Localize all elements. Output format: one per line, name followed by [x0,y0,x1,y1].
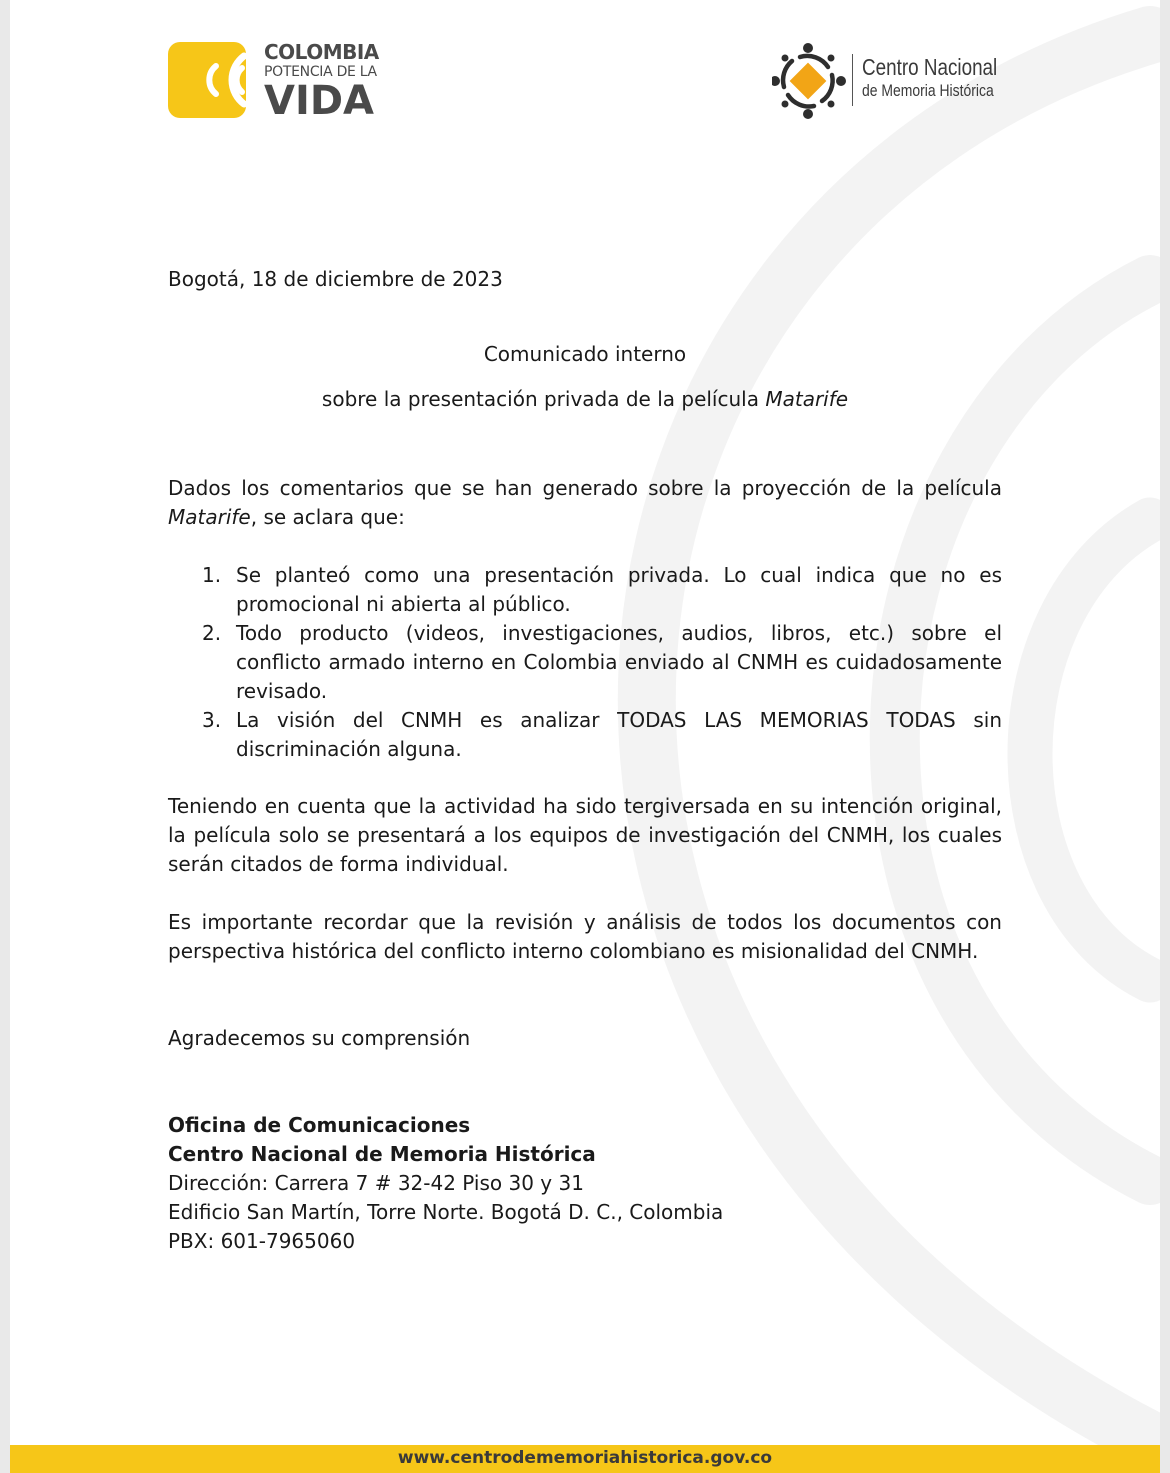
signature-address: Dirección: Carrera 7 # 32-42 Piso 30 y 31 [168,1171,584,1195]
signature-phone: PBX: 601-7965060 [168,1229,356,1253]
letter-subtitle [10,385,1160,414]
list-item-text: La visión del CNMH es analizar TODAS LAS MEMORIAS TODAS sin discriminación alguna. [236,708,1002,761]
list-item-text: Se planteó como una presentación privada. Lo cual indica que no es promocional ni abierta al público. [236,563,1002,616]
signature-org: Centro Nacional de Memoria Histórica [168,1142,596,1166]
gov-logo-line1: COLOMBIA [264,40,379,64]
intro-film: Matarife [168,505,251,529]
signature-building: Edificio San Martín, Torre Norte. Bogotá D. C., Colombia [168,1200,724,1224]
colombia-potencia-logo [168,40,398,122]
signature-office: Oficina de Comunicaciones [168,1113,471,1137]
letter-page [10,0,1160,1473]
gov-logo-line2: POTENCIA DE LA [264,64,377,80]
paragraph-mission: Es importante recordar que la revisión y análisis de todos los documentos con perspectiva histórica del conflicto interno colombiano es misionalidad del CNMH. [168,910,1002,963]
list-item [202,619,1002,706]
paragraph-activity: Teniendo en cuenta que la actividad ha sido tergiversada en su intención original, la película solo se presentará a los equipos de investigación del CNMH, los cuales serán citados de forma individual. [168,794,1002,876]
list-item-number: 2. [202,621,222,645]
intro-text: Dados los comentarios que se han generado sobre la proyección de la película [168,476,1002,500]
list-item-number: 3. [202,708,222,732]
intro-suffix: , se aclara que: [250,505,405,529]
letter-date: Bogotá, 18 de diciembre de 2023 [168,267,503,291]
closing-line: Agradecemos su comprensión [168,1026,471,1050]
gov-logo-line3: VIDA [264,78,374,124]
cnmh-logo-text [862,54,1027,101]
letter-title: Comunicado interno [483,342,687,366]
signature-block [168,1111,723,1256]
list-item [202,561,1002,619]
cnmh-logo-divider [852,54,853,106]
cnmh-logo [772,40,1012,122]
cnmh-logo-line1: Centro Nacional [862,54,998,80]
subtitle-film: Matarife [765,387,849,411]
footer-url-link[interactable]: www.centrodememoriahistorica.gov.co [397,1448,773,1468]
cnmh-logo-line2: de Memoria Histórica [862,81,994,100]
cnmh-emblem-icon [772,40,852,122]
list-item [202,706,1002,764]
list-item-text: Todo producto (videos, investigaciones, audios, libros, etc.) sobre el conflicto armado interno en Colombia enviado al CNMH es cuidadosamente revisado. [236,621,1002,703]
colombia-wave-icon [168,40,250,122]
list-item-number: 1. [202,563,222,587]
clarification-list [168,561,1002,764]
intro-paragraph [168,474,1002,532]
subtitle-text: sobre la presentación privada de la película [321,387,766,411]
